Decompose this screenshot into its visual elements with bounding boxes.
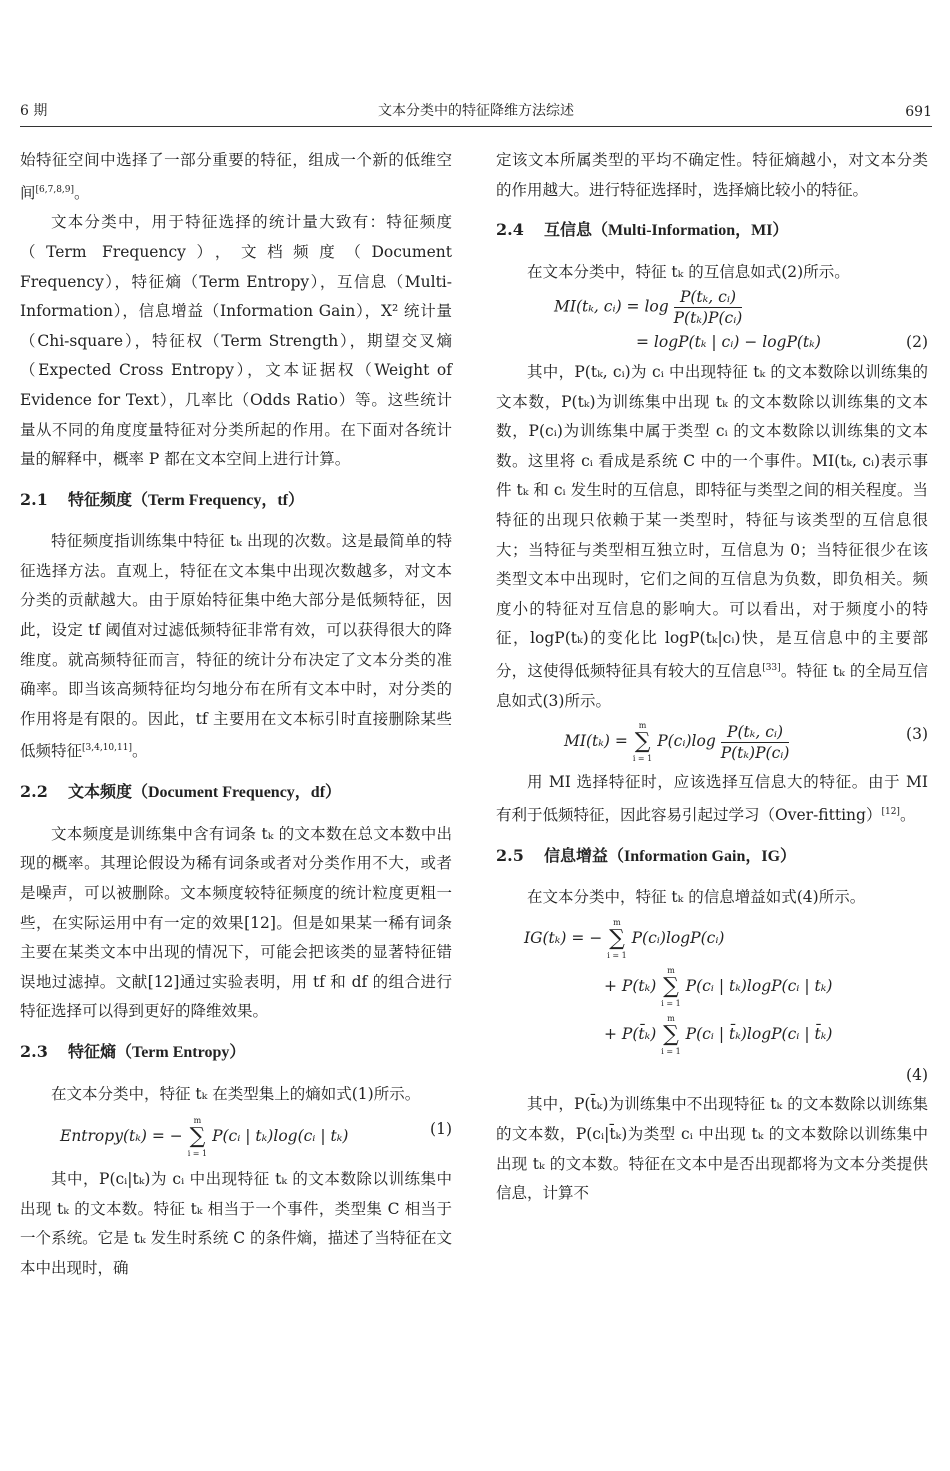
paragraph: 在文本分类中，特征 tₖ 在类型集上的熵如式(1)所示。 — [51, 1084, 421, 1103]
section-heading: 2.5 信息增益（Information Gain，IG） — [496, 845, 797, 865]
issue-number: 6 期 — [20, 103, 48, 119]
left-column — [20, 146, 452, 1284]
running-title: 文本分类中的特征降维方法综述 — [378, 103, 574, 119]
section-heading: 2.2 文本频度（Document Frequency，df） — [20, 782, 342, 802]
paragraph: 在文本分类中，特征 tₖ 的互信息如式(2)所示。 — [527, 262, 850, 281]
paragraph: 特征频度指训练集中特征 tₖ 出现的次数。这是最简单的特征选择方法。直观上，特征在文本集中出现次数越多，对文本分类的贡献越大。由于原始特征集中绝大部分是低频特征，因此，设定 tf 阈值对过滤低频特征非常有效，可以获得很大的降维度。就高频特征而言，特征的统计分布决定了文本分类的准确率。即当该高频特征均匀地分布在所有文本中时，对分类的作用将是有限的。因此，tf 主要用在文本标引时直接删除某些低频特征[3,4,10,11]。 — [20, 532, 452, 761]
sum-symbol: m ∑ i = 1 — [187, 1116, 208, 1159]
section-heading: 2.3 特征熵（Term Entropy） — [20, 1041, 246, 1061]
equation-4: IG(tₖ) = − m ∑ i = 1 P(cᵢ)logP(cᵢ) — [524, 917, 725, 960]
paragraph: 其中，P(t̄ₖ)为训练集中不出现特征 tₖ 的文本数除以训练集的文本数，P(cᵢ|t̄ₖ)为类型 cᵢ 中出现 tₖ 的文本数除以训练集中出现 tₖ 的文本数。特征在文本中是否出现都将为文本分类提供信息，计算不 — [496, 1095, 928, 1203]
equation-number: (4) — [906, 1065, 928, 1084]
sum-symbol: m ∑ i = 1 — [632, 721, 653, 764]
section-heading: 2.4 互信息（Multi-Information，MI） — [496, 220, 789, 240]
section-heading: 2.1 特征频度（Term Frequency，tf） — [20, 489, 304, 509]
equation-4-line2: + P(tₖ) m ∑ i = 1 P(cᵢ | tₖ)logP(cᵢ | tₖ) — [604, 965, 833, 1008]
page-number: 691 — [905, 104, 932, 120]
paragraph: 用 MI 选择特征时，应该选择互信息大的特征。由于 MI 有利于低频特征，因此容易引起过学习（Over-fitting）[12]。 — [496, 773, 928, 824]
running-header — [20, 96, 932, 127]
equation-2: MI(tₖ, cᵢ) = log $\frac{\text{P(tₖ, cᵢ)}}{\text{P(tₖ)P(cᵢ)}}$ — [554, 288, 743, 328]
paragraph: 始特征空间中选择了一部分重要的特征，组成一个新的低维空间[6,7,8,9]。 — [20, 151, 452, 202]
equation-3: MI(tₖ) = m ∑ i = 1 P(cᵢ)log $\frac{\text{P(tₖ, cᵢ)}}{\text{P(tₖ)P(cᵢ)}}$ (3) — [564, 721, 928, 764]
right-column — [496, 146, 928, 1209]
paragraph: 文本频度是训练集中含有词条 tₖ 的文本数在总文本数中出现的概率。其理论假设为稀有词条或者对分类作用不大，或者是噪声，可以被删除。文本频度较特征频度的统计粒度更粗一些，在实际运用中有一定的效果[12]。但是如果某一稀有词条主要在某类文本中出现的情况下，可能会把该类的显著特征错误地过滤掉。文献[12]通过实验表明，用 tf 和 df 的组合进行特征选择可以得到更好的降维效果。 — [20, 824, 452, 1021]
equation-2-line2: = logP(tₖ | cᵢ) − logP(tₖ) (2) — [636, 333, 928, 352]
paragraph: 文本分类中，用于特征选择的统计量大致有：特征频度（Term Frequency），文档频度（Document Frequency），特征熵（Term Entropy），互信息（Multi-Information），信息增益（Information Gain），X² 统计量（Chi-square），特征权（Term Strength），期望交叉熵（Expected Cross Entropy），文本证据权（Weight of Evidence for Text），几率比（Odds Ratio）等。这些统计量从不同的角度度量特征对分类所起的作用。在下面对各统计量的解释中，概率 P 都在文本空间上进行计算。 — [20, 213, 452, 469]
paragraph: 其中，P(cᵢ|tₖ)为 cᵢ 中出现特征 tₖ 的文本数除以训练集中出现 tₖ 的文本数。特征 tₖ 相当于一个事件，类型集 C 相当于一个系统。它是 tₖ 发生时系统 C 的条件熵，描述了当特征在文本中出现时，确 — [20, 1170, 452, 1277]
paragraph: 其中，P(tₖ, cᵢ)为 cᵢ 中出现特征 tₖ 的文本数除以训练集的文本数，P(tₖ)为训练集中出现 tₖ 的文本数除以训练集的文本数，P(cᵢ)为训练集中属于类型 cᵢ 的文本数除以训练集的文本数。这里将 cᵢ 看成是系统 C 中的一个事件。MI(tₖ, cᵢ)表示事件 tₖ 和 cᵢ 发生时的互信息，即特征与类型之间的相关程度。当特征的出现只依赖于某一类型时，特征与该类型的互信息很大；当特征与类型相互独立时，互信息为 0；当特征很少在该类型文本中出现时，它们之间的互信息为负数，即负相关。频度小的特征对互信息的影响大。可以看出，对于频度小的特征，logP(tₖ)的变化比 logP(tₖ|cᵢ)快，是互信息中的主要部分，这使得低频特征具有较大的互信息[33]。特征 tₖ 的全局互信息如式(3)所示。 — [496, 362, 928, 710]
equation-4-line3: + P(t̄ₖ) m ∑ i = 1 P(cᵢ | t̄ₖ)logP(cᵢ | t̄ₖ) — [604, 1013, 833, 1056]
paragraph: 定该文本所属类型的平均不确定性。特征熵越小，对文本分类的作用越大。进行特征选择时，选择熵比较小的特征。 — [496, 151, 928, 199]
paragraph: 在文本分类中，特征 tₖ 的信息增益如式(4)所示。 — [527, 888, 866, 907]
equation-1: Entropy(tₖ) = − m ∑ i = 1 P(cᵢ | tₖ)log(cᵢ | tₖ) (1) — [60, 1116, 452, 1159]
